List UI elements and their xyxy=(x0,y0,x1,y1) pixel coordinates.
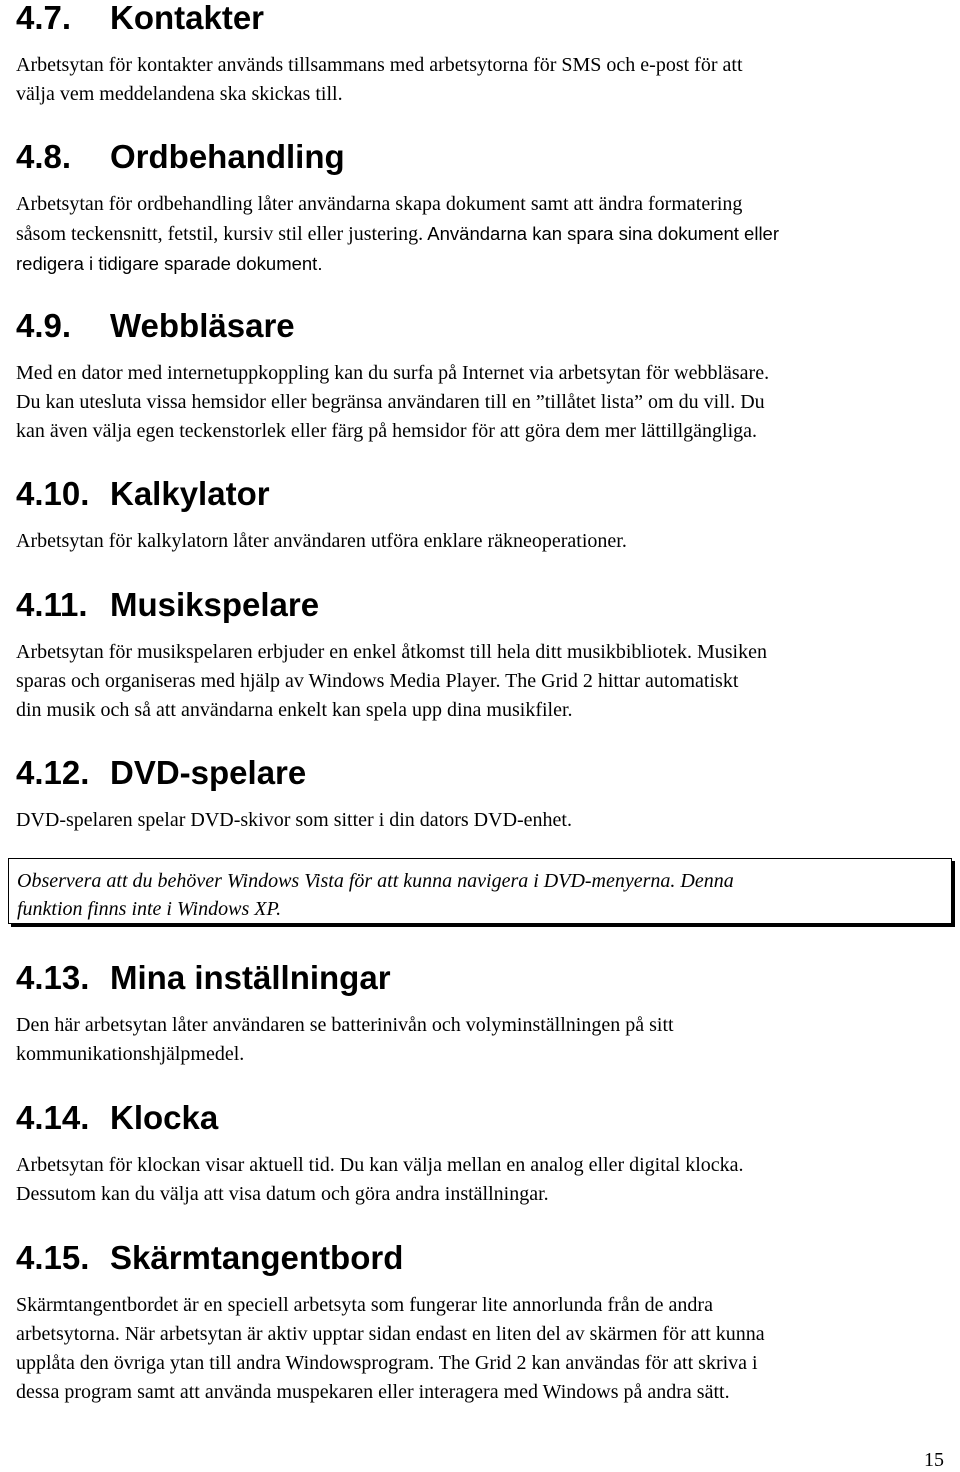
section-heading xyxy=(16,139,946,175)
section-title: Skärmtangentbord xyxy=(110,1239,404,1276)
section-number: 4.13. xyxy=(16,959,90,996)
section-kalkylator xyxy=(16,476,946,556)
section-body xyxy=(16,190,946,278)
section-number: 4.14. xyxy=(16,1099,90,1136)
note-line: funktion finns inte i Windows XP. xyxy=(17,898,282,920)
body-line: Den här arbetsytan låter användaren se batterinivån och volyminställningen på sitt xyxy=(16,1014,674,1036)
section-body xyxy=(16,527,946,556)
body-line: upplåta den övriga ytan till andra Windowsprogram. The Grid 2 kan användas för att skriva i xyxy=(16,1352,758,1374)
section-heading xyxy=(16,587,946,623)
body-line: redigera i tidigare sparade dokument. xyxy=(16,253,323,274)
section-heading xyxy=(16,960,946,996)
section-heading xyxy=(16,1100,946,1136)
section-title: Ordbehandling xyxy=(110,138,345,175)
section-heading xyxy=(16,1240,946,1276)
page-number: 15 xyxy=(924,1449,944,1471)
section-webblasare xyxy=(16,308,946,446)
section-title: Mina inställningar xyxy=(110,959,391,996)
section-title: Kontakter xyxy=(110,0,265,36)
body-line: din musik och så att användarna enkelt kan spela upp dina musikfiler. xyxy=(16,699,573,721)
body-line: sparas och organiseras med hjälp av Windows Media Player. The Grid 2 hittar automatiskt xyxy=(16,670,739,692)
body-line: Med en dator med internetuppkoppling kan du surfa på Internet via arbetsytan för webbläsare. xyxy=(16,362,770,384)
section-number: 4.7. xyxy=(16,0,72,36)
section-number: 4.10. xyxy=(16,475,90,512)
body-line: Arbetsytan för ordbehandling låter användarna skapa dokument samt att ändra formatering xyxy=(16,193,743,215)
body-line: DVD-spelaren spelar DVD-skivor som sitter i din dators DVD-enhet. xyxy=(16,809,572,831)
section-heading xyxy=(16,476,946,512)
section-body xyxy=(16,359,946,446)
section-title: DVD-spelare xyxy=(110,754,307,791)
body-line: kan även välja egen teckenstorlek eller färg på hemsidor för att göra dem mer lättillgängliga. xyxy=(16,420,758,442)
section-title: Kalkylator xyxy=(110,475,270,512)
section-title: Webbläsare xyxy=(110,307,295,344)
section-heading xyxy=(16,0,946,36)
body-line: Skärmtangentbordet är en speciell arbetsyta som fungerar lite annorlunda från de andra xyxy=(16,1294,713,1316)
section-heading xyxy=(16,308,946,344)
body-line xyxy=(16,219,946,249)
body-line: Arbetsytan för kalkylatorn låter användaren utföra enklare räkneoperationer. xyxy=(16,530,627,552)
body-text-sans: Användarna kan spara sina dokument eller xyxy=(423,223,780,244)
body-line: välja vem meddelandena ska skickas till. xyxy=(16,83,343,105)
section-heading xyxy=(16,755,946,791)
body-line: Dessutom kan du välja att visa datum och göra andra inställningar. xyxy=(16,1183,549,1205)
body-line: dessa program samt att använda muspekaren eller interagera med Windows på andra sätt. xyxy=(16,1381,730,1403)
section-skarmtangentbord xyxy=(16,1240,946,1407)
section-dvdspelare xyxy=(16,755,946,835)
section-title: Musikspelare xyxy=(110,586,320,623)
section-number: 4.15. xyxy=(16,1239,90,1276)
section-number: 4.12. xyxy=(16,754,90,791)
body-line: kommunikationshjälpmedel. xyxy=(16,1043,245,1065)
note-box xyxy=(8,858,952,924)
section-number: 4.8. xyxy=(16,138,72,175)
section-body xyxy=(16,806,946,835)
section-body xyxy=(16,51,946,109)
body-line: Arbetsytan för musikspelaren erbjuder en enkel åtkomst till hela ditt musikbibliotek. Musiken xyxy=(16,641,767,663)
section-body xyxy=(16,1011,946,1069)
section-body xyxy=(16,1151,946,1209)
section-number: 4.11. xyxy=(16,586,88,623)
body-line: Arbetsytan för klockan visar aktuell tid. Du kan välja mellan en analog eller digital klocka. xyxy=(16,1154,744,1176)
body-line: arbetsytorna. När arbetsytan är aktiv upptar sidan endast en liten del av skärmen för att kunna xyxy=(16,1323,765,1345)
note-line: Observera att du behöver Windows Vista för att kunna navigera i DVD-menyerna. Denna xyxy=(17,870,734,892)
body-text-serif: såsom teckensnitt, fetstil, kursiv stil eller justering. xyxy=(16,223,424,245)
body-line: Du kan utesluta vissa hemsidor eller begränsa användaren till en ”tillåtet lista” om du vill. Du xyxy=(16,391,765,413)
section-body xyxy=(16,1291,946,1407)
section-klocka xyxy=(16,1100,946,1209)
section-ordbehandling xyxy=(16,139,946,278)
body-line: Arbetsytan för kontakter används tillsammans med arbetsytorna för SMS och e-post för att xyxy=(16,54,743,76)
section-musikspelare xyxy=(16,587,946,725)
section-number: 4.9. xyxy=(16,307,72,344)
section-title: Klocka xyxy=(110,1099,219,1136)
section-kontakter xyxy=(16,0,946,109)
section-mina-installningar xyxy=(16,960,946,1069)
section-body xyxy=(16,638,946,725)
